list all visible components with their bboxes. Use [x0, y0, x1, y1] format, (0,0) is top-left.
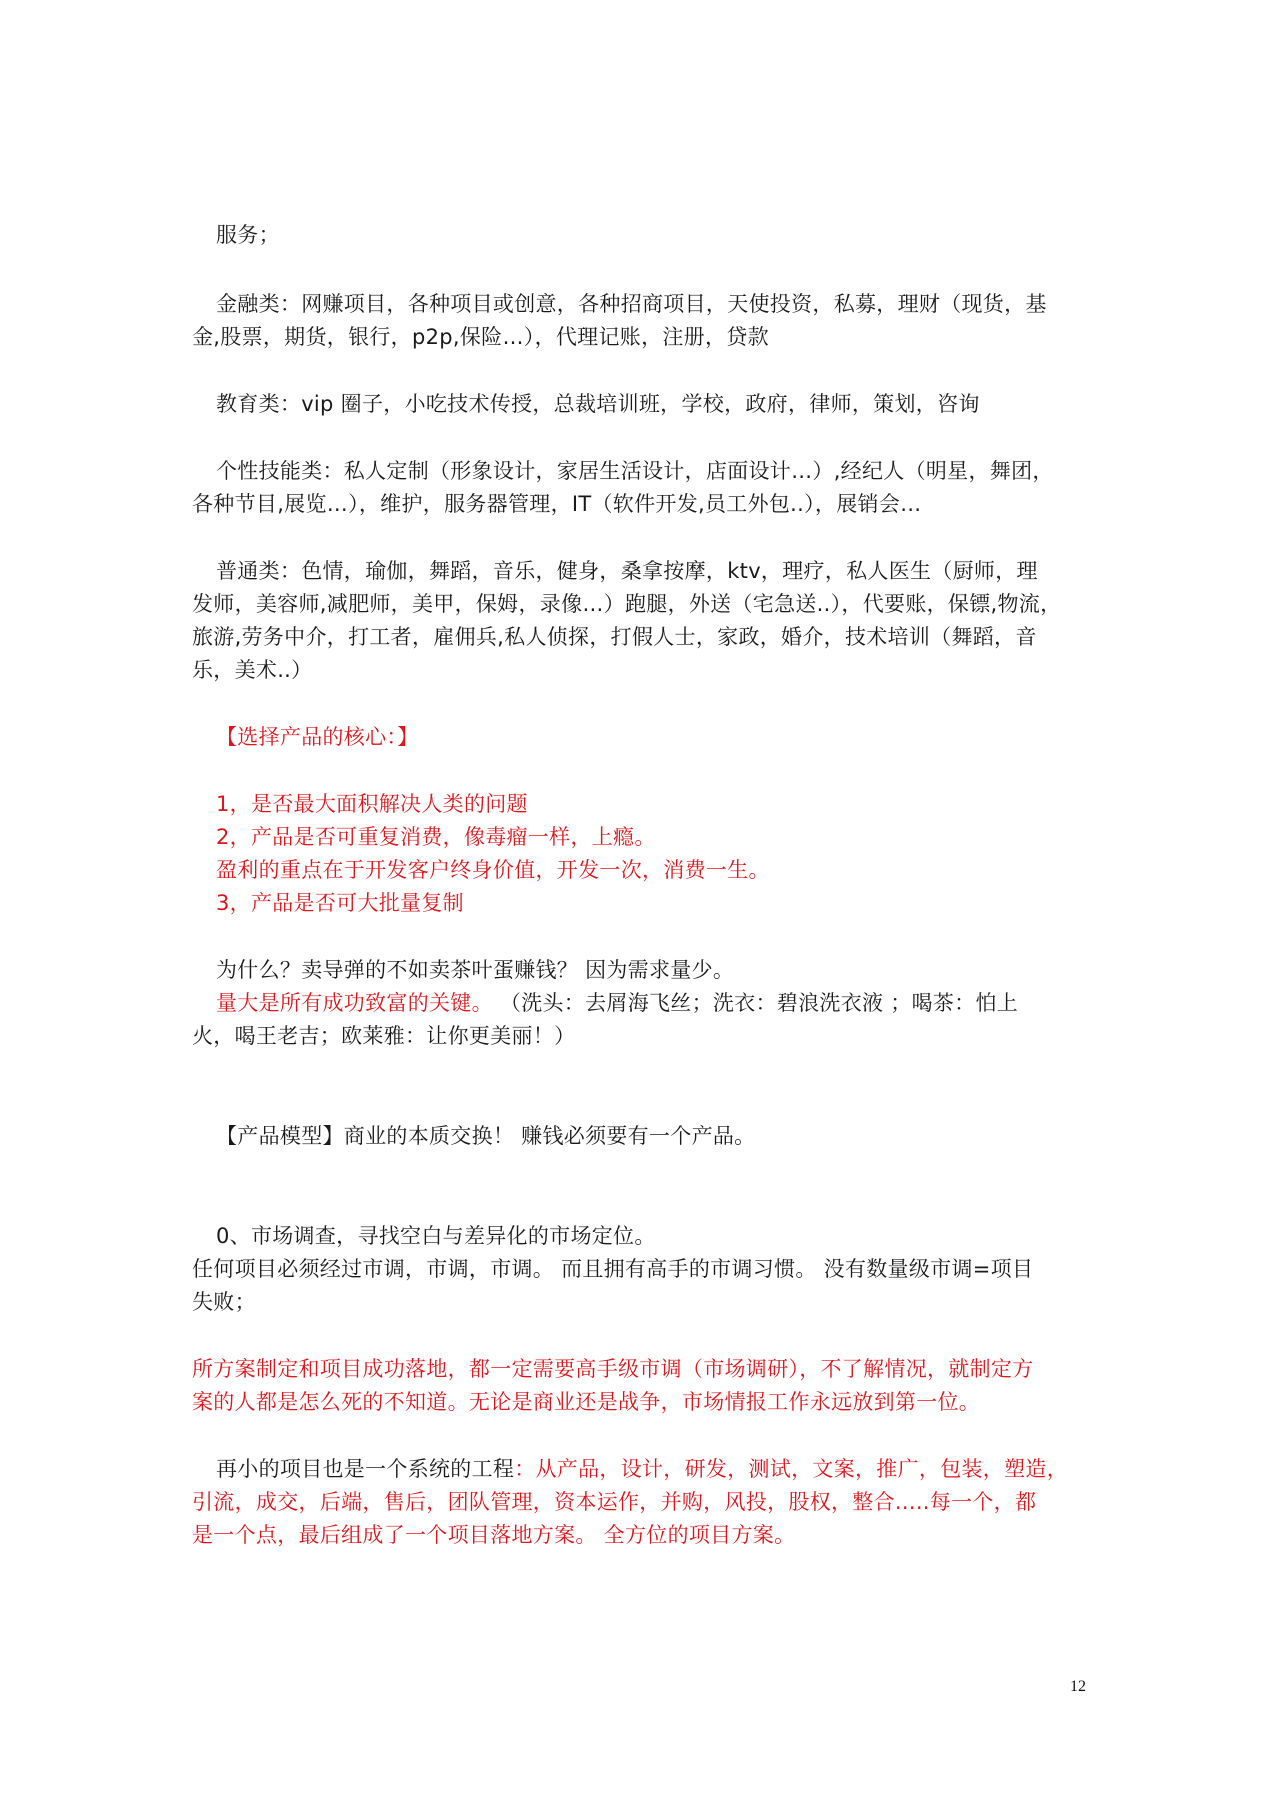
market-title: 0、市场调查，寻找空白与差异化的市场定位。 [216, 1224, 656, 1248]
general-line-1: 普通类：色情，瑜伽，舞蹈，音乐，健身，桑拿按摩，ktv，理疗，私人医生（厨师，理 [216, 559, 1038, 583]
skills-line-1: 个性技能类：私人定制（形象设计，家居生活设计，店面设计…）,经纪人（明星，舞团， [216, 459, 1054, 483]
key-line-1 [192, 987, 1018, 1020]
plan-line-2: 案的人都是怎么死的不知道。无论是商业还是战争，市场情报工作永远放到第一位。 [192, 1390, 981, 1414]
page-number: 12 [1070, 1678, 1086, 1695]
finance-line-1: 金融类：网赚项目，各种项目或创意，各种招商项目，天使投资，私募，理财（现货，基 [216, 292, 1047, 316]
core-point-4: 3，产品是否可大批量复制 [216, 891, 464, 915]
key-highlight: 量大是所有成功致富的关键。 [216, 991, 493, 1015]
core-point-2: 2，产品是否可重复消费，像毒瘤一样，上瘾。 [216, 825, 656, 849]
core-point-3: 盈利的重点在于开发客户终身价值，开发一次，消费一生。 [216, 858, 770, 882]
skills-line-2: 各种节目,展览…），维护，服务器管理，IT（软件开发,员工外包..），展销会… [192, 492, 922, 516]
market-line-1: 任何项目必须经过市调，市调，市调。 而且拥有高手的市调习惯。 没有数量级市调=项目 [192, 1257, 1034, 1281]
system-intro: 再小的项目也是一个系统的工程 [216, 1457, 515, 1481]
core-point-1: 1，是否最大面积解决人类的问题 [216, 792, 528, 816]
services-heading: 服务； [216, 223, 280, 247]
system-list: ：从产品，设计，研发，测试，文案，推广，包装，塑造， [514, 1457, 1069, 1481]
key-examples: （洗头：去屑海飞丝；洗衣：碧浪洗衣液 ；喝茶：怕上 [499, 991, 1019, 1015]
education-line: 教育类：vip 圈子，小吃技术传授，总裁培训班，学校，政府，律师，策划，咨询 [216, 392, 980, 416]
system-line-3: 是一个点，最后组成了一个项目落地方案。 全方位的项目方案。 [192, 1523, 796, 1547]
core-heading: 【选择产品的核心：】 [216, 725, 419, 749]
general-line-3: 旅游,劳务中介，打工者，雇佣兵,私人侦探，打假人士，家政，婚介，技术培训（舞蹈，音 [192, 625, 1037, 649]
model-line: 【产品模型】商业的本质交换！ 赚钱必须要有一个产品。 [216, 1124, 756, 1148]
market-line-2: 失败； [192, 1290, 256, 1314]
plan-line-1: 所方案制定和项目成功落地，都一定需要高手级市调（市场调研），不了解情况，就制定方 [192, 1357, 1034, 1381]
general-line-4: 乐，美术..） [192, 658, 313, 682]
why-line: 为什么？卖导弹的不如卖茶叶蛋赚钱？ 因为需求量少。 [216, 958, 735, 982]
finance-line-2: 金,股票，期货，银行，p2p,保险…），代理记账，注册，贷款 [192, 325, 769, 349]
system-line-1 [192, 1453, 1068, 1486]
key-line-2: 火，喝王老吉；欧莱雅：让你更美丽！） [192, 1024, 576, 1048]
system-line-2: 引流，成交，后端，售后，团队管理，资本运作，并购，风投，股权，整合.....每一个，都 [192, 1490, 1037, 1514]
general-line-2: 发师，美容师,减肥师，美甲，保姆，录像…）跑腿，外送（宅急送..），代要账，保镖,物流， [192, 592, 1062, 616]
